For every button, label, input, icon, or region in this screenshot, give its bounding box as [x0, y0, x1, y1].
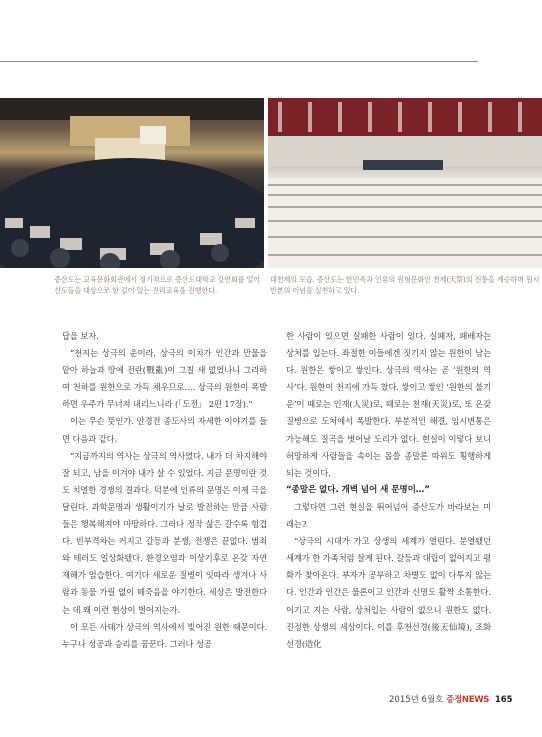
- photo-caption-left: 증산도는 교육문화회관에서 정기적으로 증산도대학교 강연회를 열어 신도들을 대상으로 한 깊이 있는 진리교육을 진행한다.: [54, 275, 260, 295]
- paragraph: 답을 보자.: [62, 331, 99, 341]
- paragraph: 이 모든 사태가 상극의 역사에서 빚어진 원한 때문이다. 누구나 성공과 승리를 꿈꾼다. 그러나 성공: [62, 621, 267, 649]
- paragraph: 이는 무슨 뜻인가. 안경전 종도사의 자세한 이야기를 들면 다음과 같다.: [62, 416, 267, 444]
- article-column-left: [62, 328, 267, 653]
- ceremony-illustration: [268, 98, 542, 268]
- lecture-hall-photo: [0, 98, 264, 268]
- page-number: 165: [494, 695, 513, 705]
- top-rule: [0, 61, 478, 62]
- page-footer: [389, 693, 513, 705]
- paragraph: 한 사람이 있으면 실패한 사람이 있다. 실패자, 패배자는 상처를 입는다. 좌절한 이들에겐 짓기지 않는 원한이 남는다. 원한은 쌓이고 쌓인다. 상극의 역사는 곧 ‘원한의 역사’다. 원한이 천지에 가득 찼다. 쌓이고 쌓인 ‘원한의 불기운’이 때로는 인재(人災)로, 때로는 천재(天災)로, 또 온갖 질병으로 도처에서 폭발한다. 부분적인 해결, 임시변통은 가능해도 질곡을 벗어날 도리가 없다. 현실이 이렇다 보니 허망하게 사람들을 속이는 몹쓸 종말론 따위도 횡행하게 되는 것이다.: [286, 331, 491, 478]
- section-heading: “종말은 없다. 개벽 넘어 새 문명이…”: [286, 484, 430, 495]
- quote-paragraph: “지금까지의 역사는 상극의 역사였다. 내가 더 차지해야 잘 되고, 남을 이겨야 내가 살 수 있었다. 지금 문명이란 것도 치열한 경쟁의 결과다. 덕분에 인류의 문명은 이제 극을 달린다. 과학문명과 생활이기가 날로 발전하는 만큼 사람들은 행복해져야 마땅하다. 그러나 정작 삶은 갈수록 힘겹다. 빈부격차는 커지고 갈등과 분쟁, 전쟁은 끝없다. 범죄와 테러도 일상화됐다. 환경오염과 이상기후로 온갖 자연재해가 엄습한다. 여기다 새로운 질병이 잇따라 생겨나 사람과 동물 가릴 없이 떼죽음을 야기한다. 세상은 발전한다는 데 왜 이런 현상이 벌어지는가.: [62, 450, 267, 615]
- ceremony-photo: [268, 98, 542, 268]
- issue-date: 2015년 6월호: [389, 695, 444, 705]
- quote-paragraph: “천지는 상극의 운이라, 상극의 이치가 인간과 만물을 맡아 하늘과 땅에 전란(戰亂)이 그칠 새 없었나니 그리하여 천하를 원한으로 가득 채우므로…. 상극의 원한이 폭발하면 우주가 무너져 내리느니라 (「도전」 2편 17장).”: [62, 348, 267, 410]
- quote-paragraph: “상극의 시대가 가고 상생의 세계가 열린다. 분열됐던 세계가 한 가족처럼 살게 된다. 갈등과 대립이 없어지고 평화가 찾아온다. 부자가 공부하고 차별도 없이 다투지 않는다. 인간과 인간은 물론이고 인간과 신명도 활짝 소통한다. 이기고 지는 사람, 상처입는 사람이 없으니 원한도 없다. 진정한 상생의 세상이다. 이를 후천선경(後天仙境), 조화선경(造化: [286, 536, 491, 649]
- lecture-hall-illustration: [0, 98, 264, 268]
- magazine-brand: 증정NEWS: [446, 695, 490, 705]
- photo-caption-right: 대천제의 모습. 증산도는 한민족과 인류의 원형문화인 천제(天祭)의 전통을 계승하며 원시반본의 이념을 실천하고 있다.: [270, 275, 540, 295]
- article-column-right: [286, 328, 491, 653]
- paragraph: 그렇다면 그런 현실을 뛰어넘어 증산도가 바라보는 미래는?: [286, 501, 491, 530]
